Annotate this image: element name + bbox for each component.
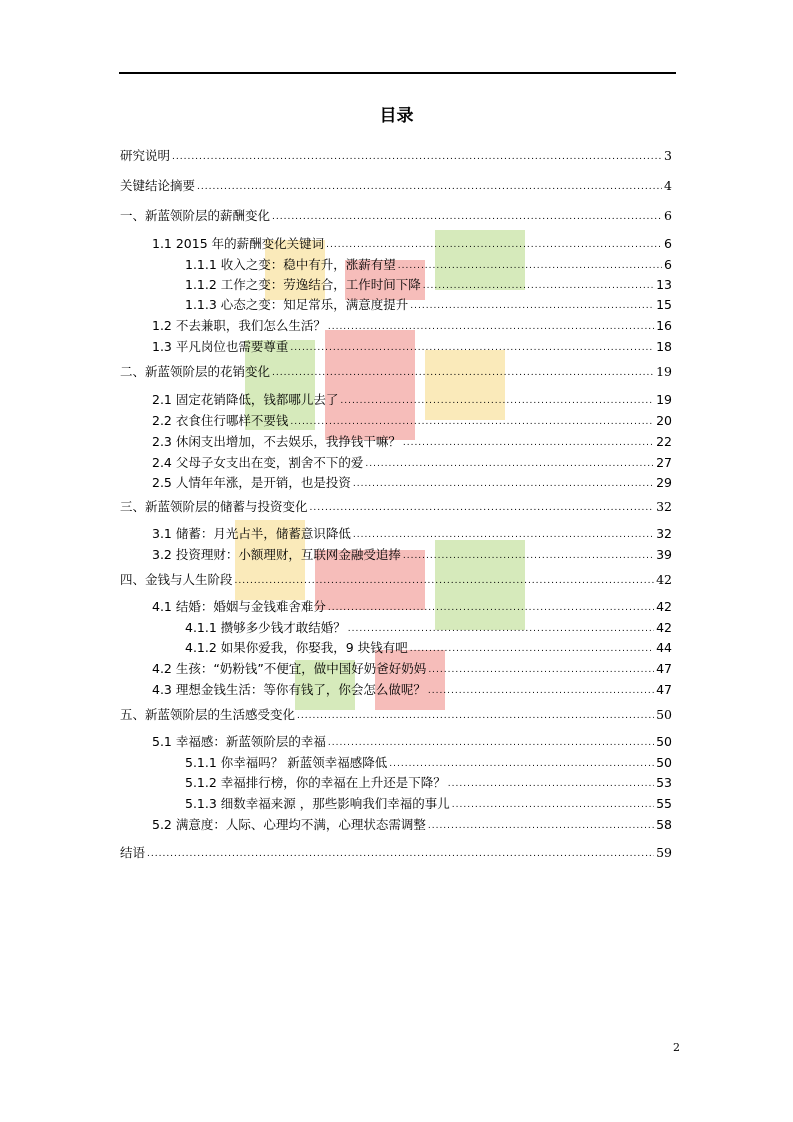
- toc-entry-label: 4.1 结婚：婚姻与金钱难舍难分: [152, 599, 326, 614]
- toc-entry-page: 19: [656, 392, 672, 407]
- toc-entry[interactable]: [152, 815, 672, 835]
- toc-leader-dots: [328, 598, 654, 618]
- header-rule: [119, 72, 676, 74]
- toc-entry-page: 42: [656, 620, 672, 635]
- toc-entry-label: 4.2 生孩：“奶粉钱”不便宜，做中国好奶爸好奶妈: [152, 661, 427, 676]
- toc-leader-dots: [353, 525, 654, 545]
- toc-entry[interactable]: [120, 705, 672, 725]
- toc-entry[interactable]: [152, 337, 672, 357]
- toc-entry[interactable]: [185, 275, 672, 295]
- toc-entry-label: 3.2 投资理财：小额理财，互联网金融受追捧: [152, 547, 401, 562]
- toc-entry[interactable]: [120, 206, 672, 226]
- toc-entry[interactable]: [185, 618, 672, 638]
- toc-entry-page: 58: [656, 817, 672, 832]
- toc-leader-dots: [428, 681, 654, 701]
- toc-entry-label: 三、新蓝领阶层的储蓄与投资变化: [120, 499, 308, 514]
- toc-entry[interactable]: [120, 570, 672, 590]
- toc-entry-page: 19: [656, 364, 672, 379]
- toc-entry-label: 研究说明: [120, 148, 171, 163]
- toc-entry-label: 5.1 幸福感：新蓝领阶层的幸福: [152, 734, 326, 749]
- toc-entry-label: 2.3 休闲支出增加，不去娱乐，我挣钱干嘛？: [152, 434, 401, 449]
- toc-entry-label: 一、新蓝领阶层的薪酬变化: [120, 208, 271, 223]
- toc-leader-dots: [326, 235, 662, 255]
- toc-leader-dots: [398, 256, 662, 276]
- toc-leader-dots: [297, 706, 654, 726]
- toc-entry[interactable]: [120, 146, 672, 166]
- toc-entry-label: 4.1.1 攒够多少钱才敢结婚？: [185, 620, 346, 635]
- toc-leader-dots: [197, 177, 662, 197]
- toc-entry[interactable]: [152, 597, 672, 617]
- toc-entry-label: 4.3 理想金钱生活：等你有钱了，你会怎么做呢？: [152, 682, 426, 697]
- toc-leader-dots: [272, 207, 662, 227]
- toc-entry-page: 59: [656, 845, 672, 860]
- toc-entry-label: 五、新蓝领阶层的生活感受变化: [120, 707, 296, 722]
- toc-entry[interactable]: [152, 659, 672, 679]
- toc-entry-label: 2.1 固定花销降低，钱都哪儿去了: [152, 392, 339, 407]
- toc-entry-label: 2.4 父母子女支出在变，割舍不下的爱: [152, 455, 364, 470]
- toc-leader-dots: [235, 571, 655, 591]
- toc-leader-dots: [428, 816, 654, 836]
- toc-leader-dots: [348, 619, 654, 639]
- toc-entry[interactable]: [185, 794, 672, 814]
- toc-entry-page: 44: [656, 640, 672, 655]
- page-number: 2: [673, 1041, 680, 1054]
- toc-leader-dots: [328, 733, 654, 753]
- toc-leader-dots: [365, 454, 654, 474]
- toc-entry-page: 6: [664, 257, 672, 272]
- toc-entry-label: 1.1.2 工作之变：劳逸结合，工作时间下降: [185, 277, 421, 292]
- toc-entry-page: 32: [656, 526, 672, 541]
- toc-entry-page: 6: [664, 208, 672, 223]
- toc-entry-page: 42: [656, 572, 672, 587]
- toc-entry-page: 29: [656, 475, 672, 490]
- toc-entry[interactable]: [152, 524, 672, 544]
- toc-entry[interactable]: [152, 390, 672, 410]
- toc-entry[interactable]: [120, 176, 672, 196]
- toc-entry[interactable]: [185, 753, 672, 773]
- toc-entry-label: 1.1.1 收入之变：稳中有升，涨薪有望: [185, 257, 396, 272]
- toc-entry-label: 结语: [120, 845, 146, 860]
- toc-entry[interactable]: [185, 255, 672, 275]
- toc-entry[interactable]: [185, 773, 672, 793]
- toc-leader-dots: [403, 546, 654, 566]
- toc-entry-page: 55: [656, 796, 672, 811]
- toc-leader-dots: [147, 844, 654, 864]
- toc-leader-dots: [423, 276, 654, 296]
- toc-entry[interactable]: [120, 362, 672, 382]
- toc-entry-page: 18: [656, 339, 672, 354]
- toc-entry-page: 32: [656, 499, 672, 514]
- toc-entry[interactable]: [185, 295, 672, 315]
- toc-entry[interactable]: [152, 411, 672, 431]
- toc-entry-page: 6: [664, 236, 672, 251]
- toc-leader-dots: [353, 474, 654, 494]
- toc-leader-dots: [272, 363, 654, 383]
- toc-entry[interactable]: [152, 680, 672, 700]
- toc-entry-page: 53: [656, 775, 672, 790]
- toc-entry[interactable]: [152, 316, 672, 336]
- toc-leader-dots: [428, 660, 654, 680]
- toc-entry-label: 1.2 不去兼职，我们怎么生活？: [152, 318, 326, 333]
- toc-entry-page: 42: [656, 599, 672, 614]
- toc-entry-label: 二、新蓝领阶层的花销变化: [120, 364, 271, 379]
- toc-entry-page: 22: [656, 434, 672, 449]
- toc-leader-dots: [452, 795, 654, 815]
- toc-entry-page: 39: [656, 547, 672, 562]
- toc-leader-dots: [410, 296, 654, 316]
- page-title: 目录: [379, 106, 414, 126]
- toc-entry[interactable]: [152, 453, 672, 473]
- toc-entry-page: 47: [656, 682, 672, 697]
- toc-entry-page: 15: [656, 297, 672, 312]
- toc-leader-dots: [403, 433, 654, 453]
- toc-entry[interactable]: [185, 638, 672, 658]
- toc-entry-label: 1.1.3 心态之变：知足常乐，满意度提升: [185, 297, 409, 312]
- toc-entry-label: 5.1.2 幸福排行榜，你的幸福在上升还是下降？: [185, 775, 446, 790]
- toc-entry-label: 4.1.2 如果你爱我，你娶我，9 块钱有吧: [185, 640, 408, 655]
- toc-leader-dots: [389, 754, 654, 774]
- toc-entry-label: 1.1 2015 年的薪酬变化关键词: [152, 236, 325, 251]
- toc-entry-page: 50: [656, 755, 672, 770]
- toc-entry-page: 13: [656, 277, 672, 292]
- toc-entry-page: 27: [656, 455, 672, 470]
- toc-entry-label: 3.1 储蓄：月光占半，储蓄意识降低: [152, 526, 351, 541]
- toc-entry-page: 20: [656, 413, 672, 428]
- toc-entry[interactable]: [120, 843, 672, 863]
- toc-entry-label: 2.5 人情年年涨，是开销，也是投资: [152, 475, 351, 490]
- toc-leader-dots: [290, 338, 654, 358]
- toc-entry-page: 50: [656, 707, 672, 722]
- toc-entry[interactable]: [152, 732, 672, 752]
- toc-entry[interactable]: [152, 432, 672, 452]
- toc-leader-dots: [340, 391, 654, 411]
- toc-entry-page: 16: [656, 318, 672, 333]
- toc-entry-label: 5.2 满意度：人际、心理均不满，心理状态需调整: [152, 817, 426, 832]
- toc-entry-label: 1.3 平凡岗位也需要尊重: [152, 339, 289, 354]
- toc-entry[interactable]: [152, 473, 672, 493]
- toc-entry-label: 5.1.3 细数幸福来源 ，那些影响我们幸福的事儿: [185, 796, 450, 811]
- toc-entry[interactable]: [120, 497, 672, 517]
- toc-leader-dots: [172, 147, 662, 167]
- toc-entry-page: 50: [656, 734, 672, 749]
- toc-entry[interactable]: [152, 234, 672, 254]
- toc-leader-dots: [410, 639, 654, 659]
- toc-leader-dots: [448, 774, 654, 794]
- toc-entry-page: 47: [656, 661, 672, 676]
- toc-leader-dots: [290, 412, 654, 432]
- toc-entry-label: 2.2 衣食住行哪样不要钱: [152, 413, 289, 428]
- toc-entry-label: 四、金钱与人生阶段: [120, 572, 233, 587]
- toc-entry-page: 4: [664, 178, 672, 193]
- toc-entry-label: 关键结论摘要: [120, 178, 196, 193]
- toc-entry-label: 5.1.1 你幸福吗？ 新蓝领幸福感降低: [185, 755, 388, 770]
- toc-entry-page: 3: [664, 148, 672, 163]
- toc-entry[interactable]: [152, 545, 672, 565]
- toc-leader-dots: [328, 317, 654, 337]
- toc-leader-dots: [310, 498, 655, 518]
